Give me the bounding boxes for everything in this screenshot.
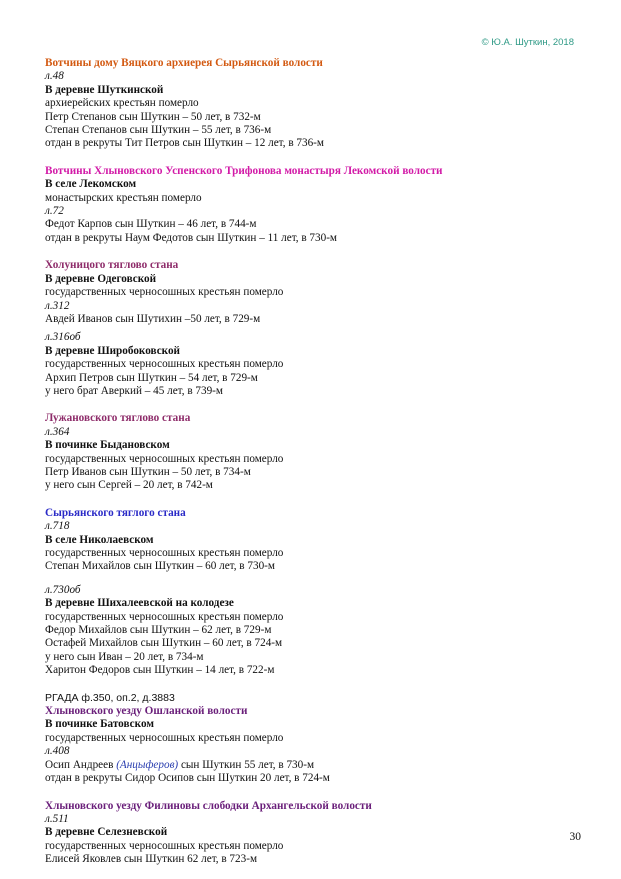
section-oshlanskaya-volost: [45, 692, 590, 786]
text-line: у него сын Иван – 20 лет, в 734-м: [45, 650, 204, 663]
text-line: государственных черносошных крестьян померло: [45, 452, 284, 465]
section-holunitsky-stan: [45, 259, 590, 398]
section-heading: Вотчины дому Вяцкого архиерея Сырьянской волости: [45, 57, 323, 69]
sheet-ref: л.730об: [45, 583, 81, 596]
text-line: отдан в рекруты Тит Петров сын Шуткин – 12 лет, в 736-м: [45, 137, 324, 150]
text-line: Федот Карпов сын Шуткин – 46 лет, в 744-м: [45, 218, 257, 231]
sheet-ref: л.718: [45, 520, 70, 533]
settlement-name: В деревне Селезневской: [45, 826, 168, 839]
archive-reference: РГАДА ф.350, оп.2, д.3883: [45, 691, 175, 704]
text-line: Архип Петров сын Шуткин – 54 лет, в 729-м: [45, 371, 258, 384]
settlement-name: В деревне Шихалеевской на колодезе: [45, 597, 234, 610]
page-number: 30: [569, 831, 581, 843]
section-syryanskaya-votchina: [45, 57, 590, 151]
section-heading: Лужановского тяглово стана: [45, 412, 191, 425]
text-line: у него сын Сергей – 20 лет, в 742-м: [45, 479, 213, 492]
text-line: Степан Михайлов сын Шуткин – 60 лет, в 730-м: [45, 560, 275, 573]
text-line: отдан в рекруты Наум Федотов сын Шуткин – 11 лет, в 730-м: [45, 231, 338, 244]
section-heading: Хлыновского уезду Ошланской волости: [45, 705, 248, 718]
entry-text: сын Шуткин 55 лет, в 730-м: [178, 758, 315, 771]
alternate-surname: (Анцыферов): [116, 758, 179, 771]
text-line: Елисей Яковлев сын Шуткин 62 лет, в 723-м: [45, 853, 258, 866]
settlement-name: В починке Быдановском: [45, 439, 170, 452]
text-line: Степан Степанов сын Шуткин – 55 лет, в 736-м: [45, 124, 272, 137]
sheet-ref: л.316об: [45, 331, 81, 344]
sheet-ref: л.312: [45, 299, 70, 312]
settlement-name: В починке Батовском: [45, 718, 154, 731]
text-line: государственных черносошных крестьян померло: [45, 358, 284, 371]
text-line: Харитон Федоров сын Шуткин – 14 лет, в 722-м: [45, 664, 275, 677]
text-line: государственных черносошных крестьян померло: [45, 610, 284, 623]
settlement-name: В деревне Широбоковской: [45, 344, 181, 357]
section-heading: Сырьянского тяглого стана: [45, 506, 186, 519]
section-luzhanovsky-stan: [45, 412, 590, 492]
entry-text: Осип Андреев: [45, 758, 117, 771]
text-line: Петр Иванов сын Шуткин – 50 лет, в 734-м: [45, 465, 251, 478]
text-line: Федор Михайлов сын Шуткин – 62 лет, в 729-м: [45, 624, 272, 637]
section-heading: Холуницого тяглово стана: [45, 259, 179, 272]
text-line: Остафей Михайлов сын Шуткин – 60 лет, в 724-м: [45, 637, 283, 650]
section-heading: Вотчины Хлыновского Успенского Трифонова монастыря Лекомской волости: [45, 164, 443, 177]
sheet-ref: л.408: [45, 745, 70, 758]
text-line: государственных черносошных крестьян померло: [45, 286, 284, 299]
settlement-name: В селе Лекомском: [45, 178, 137, 191]
sheet-ref: л.364: [45, 425, 70, 438]
text-line: государственных черносошных крестьян померло: [45, 547, 284, 559]
sheet-ref: л.48: [45, 70, 64, 83]
text-line: [45, 759, 590, 772]
text-line: монастырских крестьян померло: [45, 191, 202, 204]
document-body: [45, 57, 590, 867]
section-arkhangelskaya-volost: [45, 800, 590, 867]
settlement-name: В деревне Шуткинской: [45, 83, 164, 96]
section-lekomskaya-votchina: [45, 165, 590, 245]
text-line: архиерейских крестьян померло: [45, 97, 199, 110]
text-line: государственных черносошных крестьян померло: [45, 839, 284, 852]
section-heading: Хлыновского уезду Филиновы слободки Архангельской волости: [45, 799, 372, 812]
sheet-ref: л.72: [45, 205, 64, 218]
text-line: Авдей Иванов сын Шутихин –50 лет, в 729-м: [45, 312, 261, 325]
text-line: у него брат Аверкий – 45 лет, в 739-м: [45, 384, 223, 397]
settlement-name: В селе Николаевском: [45, 533, 154, 546]
copyright-notice: © Ю.А. Шуткин, 2018: [481, 37, 574, 48]
settlement-name: В деревне Одеговской: [45, 272, 157, 285]
text-line: государственных черносошных крестьян померло: [45, 731, 284, 744]
sheet-ref: л.511: [45, 812, 69, 825]
text-line: Петр Степанов сын Шуткин – 50 лет, в 732-м: [45, 110, 261, 123]
section-syryansky-stan: [45, 507, 590, 678]
text-line: отдан в рекруты Сидор Осипов сын Шуткин 20 лет, в 724-м: [45, 772, 330, 785]
